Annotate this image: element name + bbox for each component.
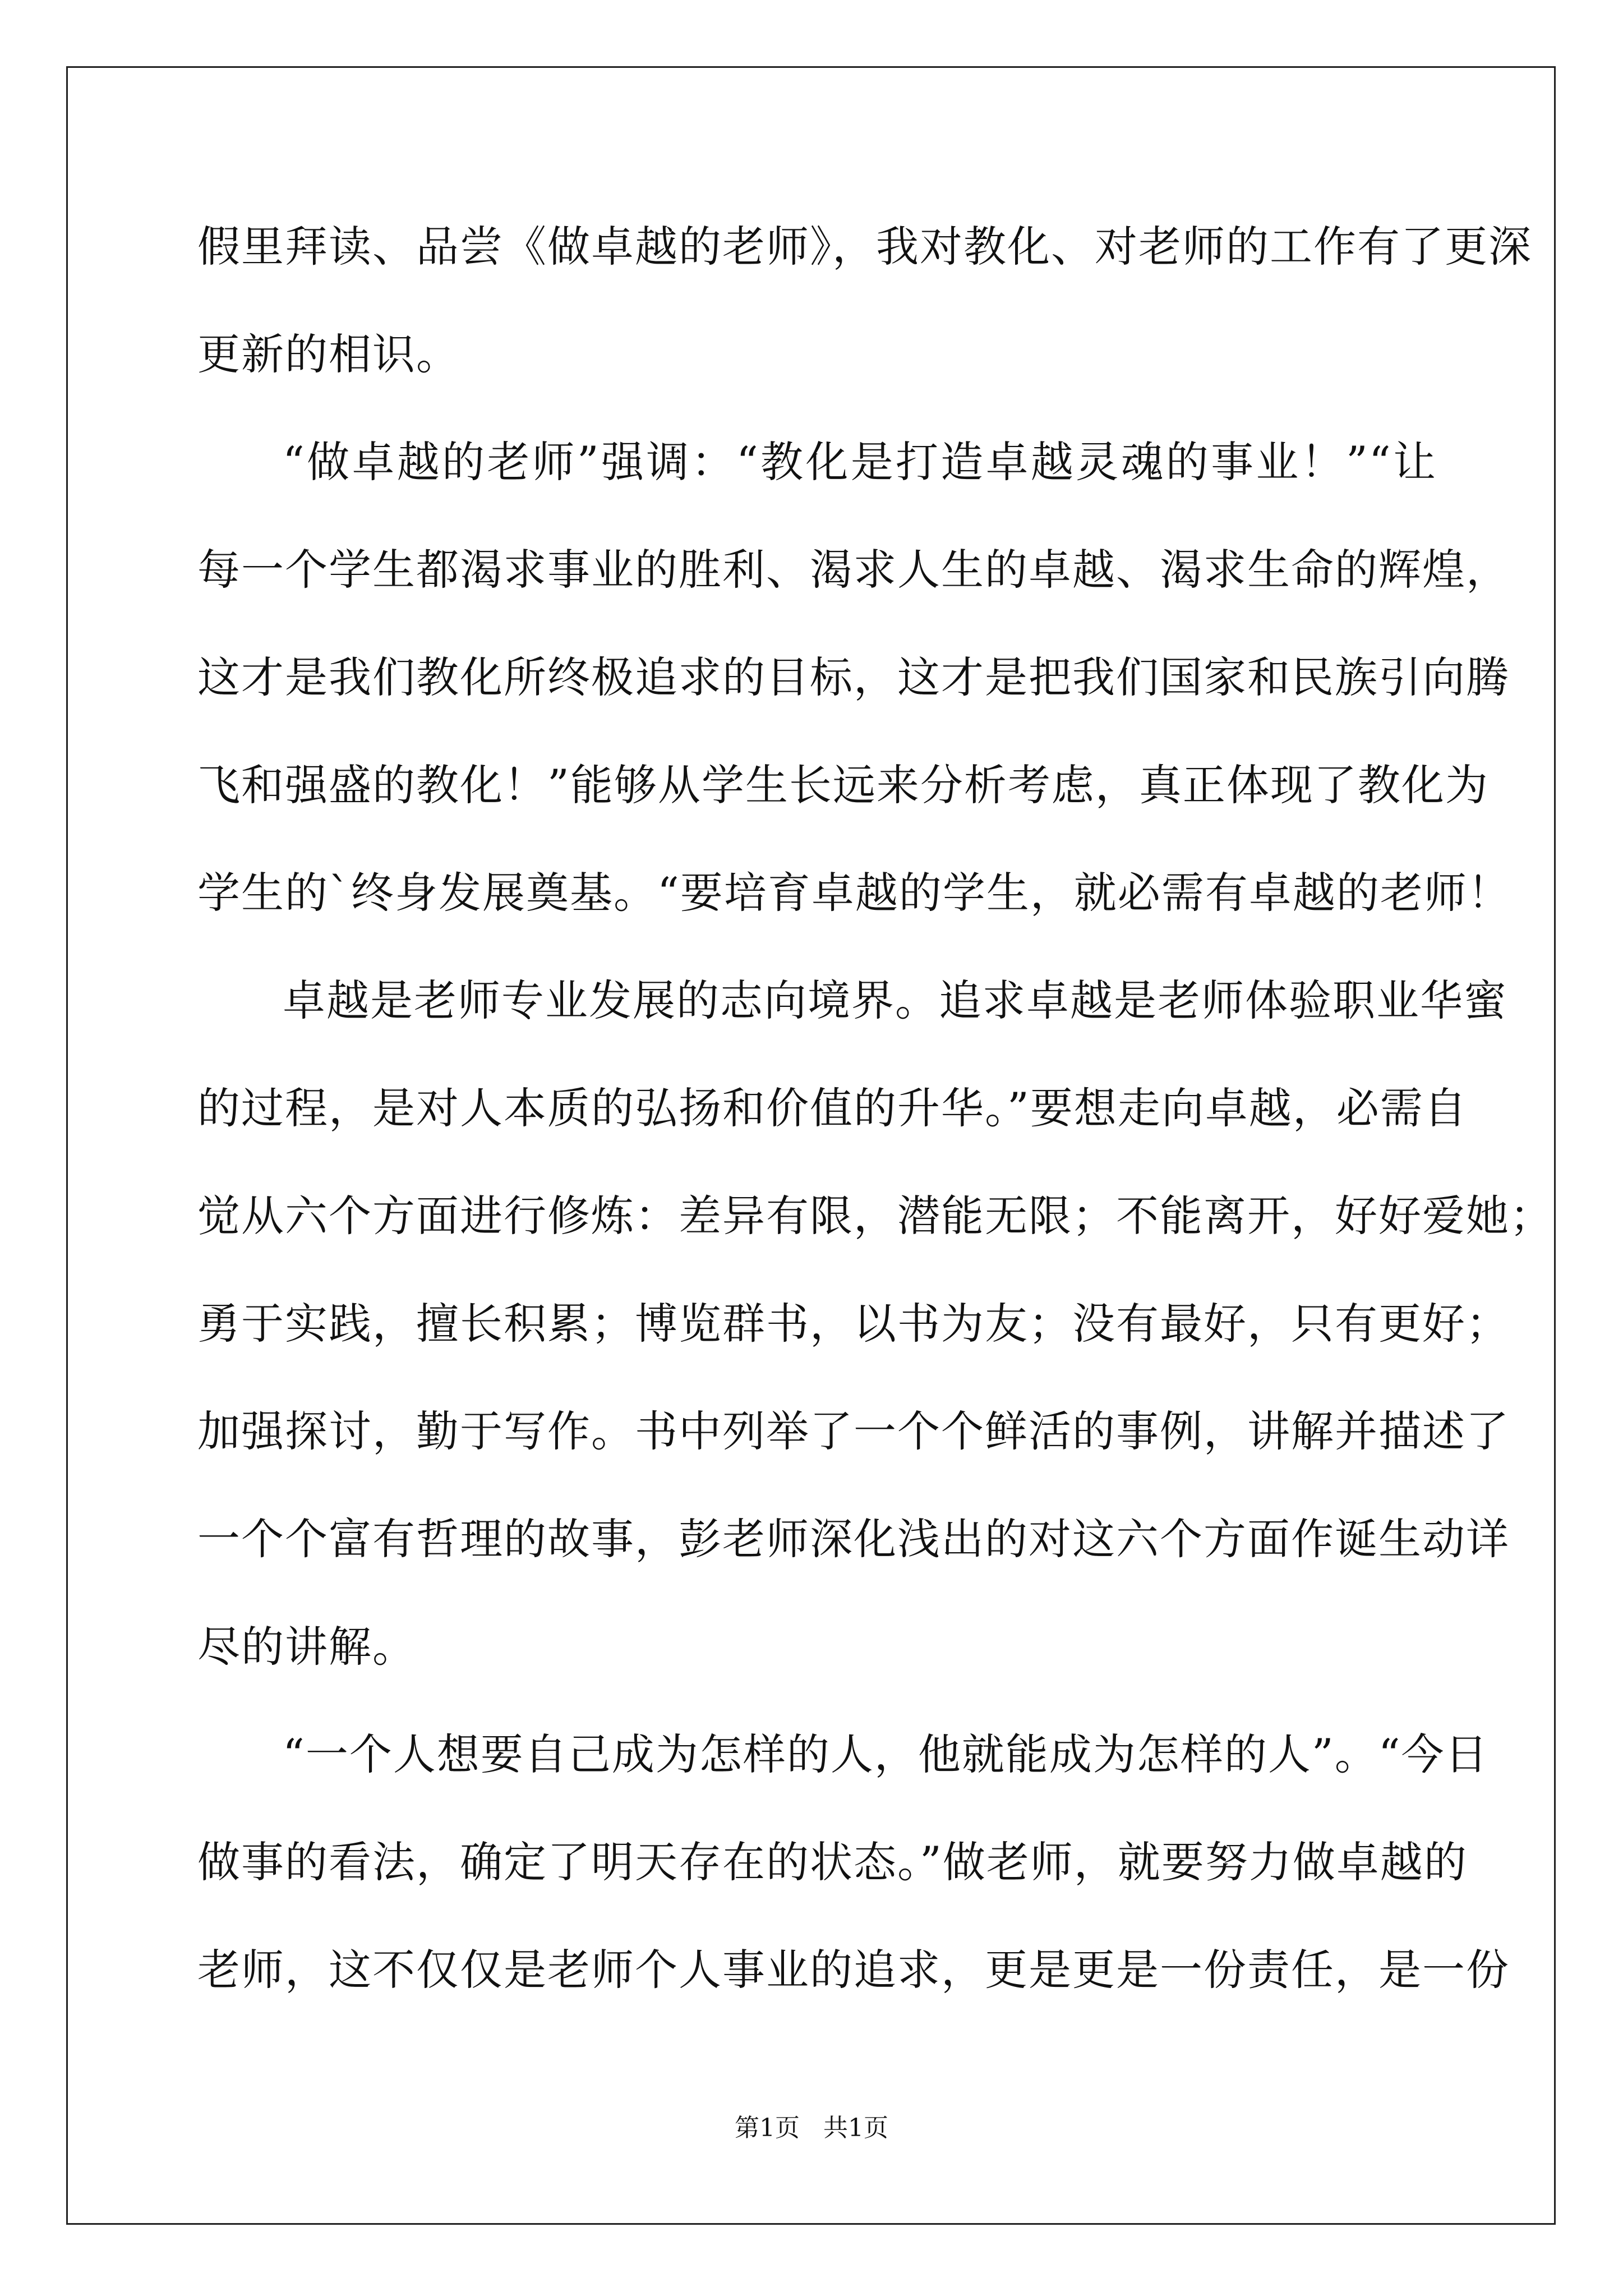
page-number: 第1页	[735, 2114, 800, 2142]
text-line: 更新的相识。	[197, 329, 460, 379]
text-line: 觉从六个方面进行修炼：差异有限，潜能无限；不能离开，好好爱她；	[197, 1191, 1553, 1241]
text-line: 的过程，是对人本质的弘扬和价值的升华。”要想走向卓越，必需自	[197, 1083, 1468, 1133]
text-line: 每一个学生都渴求事业的胜利、渴求人生的卓越、渴求生命的辉煌，	[197, 545, 1510, 595]
text-line: 飞和强盛的教化！”能够从学生长远来分析考虑，真正体现了教化为	[197, 760, 1489, 810]
text-line: 勇于实践，擅长积累；博览群书，以书为友；没有最好，只有更好；	[197, 1299, 1510, 1349]
page-footer	[0, 2111, 1623, 2145]
page-border	[66, 66, 1556, 2225]
text-line: 学生的`终身发展奠基。“要培育卓越的学生，就必需有卓越的老师！	[197, 868, 1511, 918]
text-line: “做卓越的老师”强调：“教化是打造卓越灵魂的事业！”“让	[283, 437, 1437, 487]
text-line: 这才是我们教化所终极追求的目标，这才是把我们国家和民族引向腾	[197, 652, 1510, 702]
text-line: “一个人想要自己成为怎样的人，他就能成为怎样的人”。“今日	[283, 1729, 1489, 1779]
page-total: 共1页	[823, 2114, 888, 2142]
text-line: 加强探讨，勤于写作。书中列举了一个个鲜活的事例，讲解并描述了	[197, 1406, 1510, 1456]
text-line: 假里拜读、品尝《做卓越的老师》，我对教化、对老师的工作有了更深	[197, 222, 1532, 272]
text-line: 尽的讲解。	[197, 1622, 416, 1672]
text-line: 卓越是老师专业发展的志向境界。追求卓越是老师体验职业华蜜	[283, 976, 1507, 1025]
text-line: 老师，这不仅仅是老师个人事业的追求，更是更是一份责任，是一份	[197, 1945, 1510, 1995]
text-line: 做事的看法，确定了明天存在的状态。”做老师，就要努力做卓越的	[197, 1837, 1468, 1887]
text-line: 一个个富有哲理的故事，彭老师深化浅出的对这六个方面作诞生动详	[197, 1514, 1510, 1564]
